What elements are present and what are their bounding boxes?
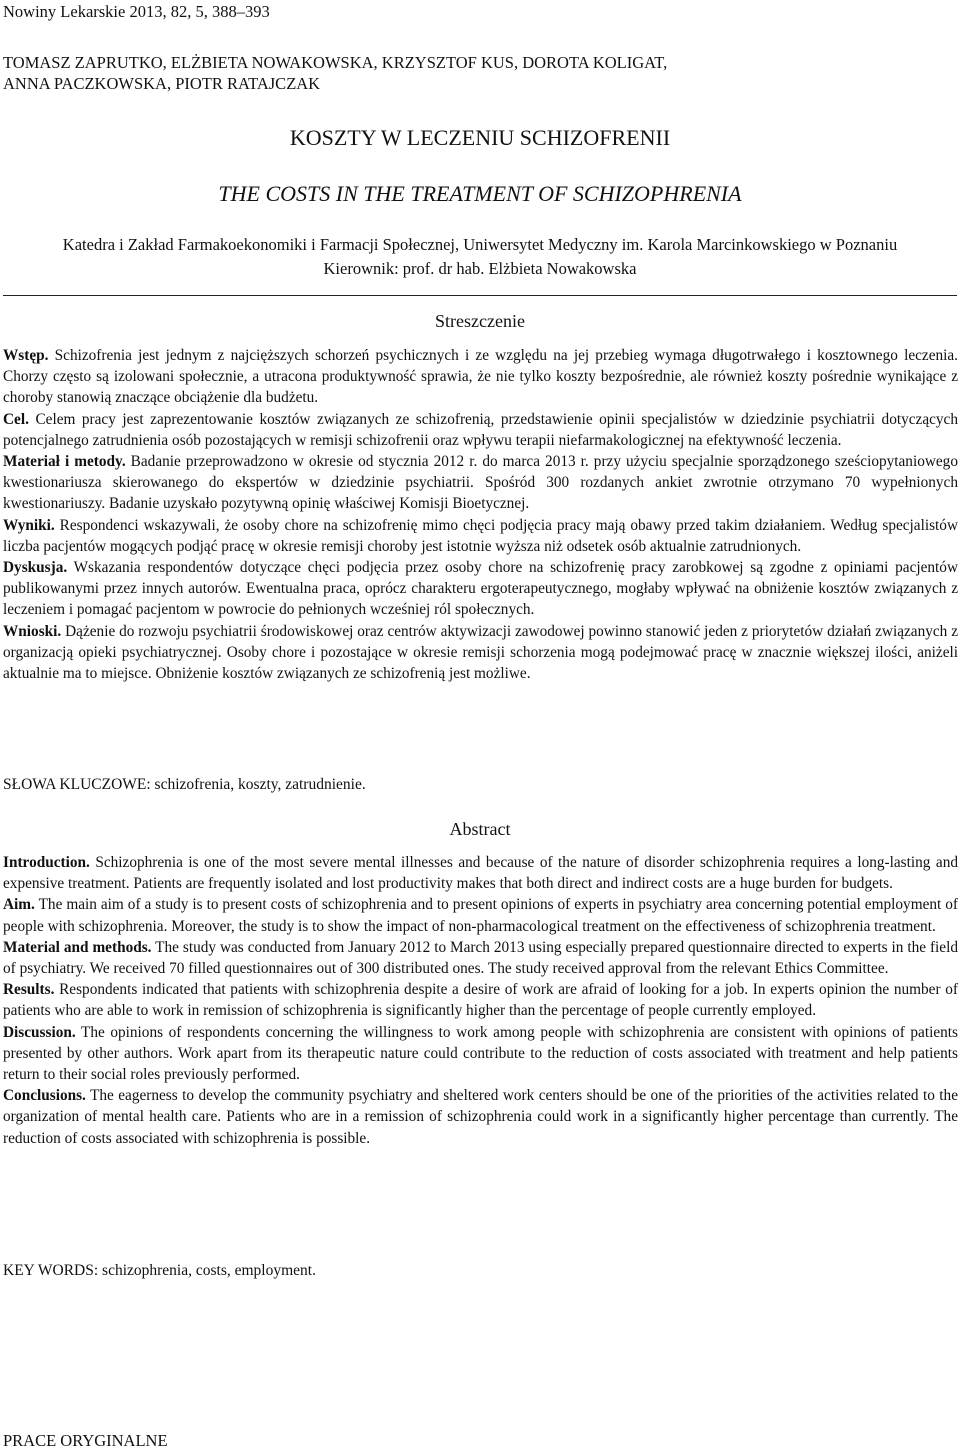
section-text: Badanie przeprowadzono w okresie od stycznia 2012 r. do marca 2013 r. przy użyciu specjalnie sporządzonego sześciopytaniowego kwestionariusza skierowanego do ekspertów w dziedzinie psychiatrii. Spośród 300 rozdanych ankiet zwrotnie otrzymano 70 wypełnionych kwestionariuszy. Badanie uzyskało pozytywną opinię właściwej Komisji Bioetycznej. xyxy=(3,453,958,513)
section-label: Cel. xyxy=(3,410,29,428)
section-text: Celem pracy jest zaprezentowanie kosztów związanych ze schizofrenią, przedstawienie opinii specjalistów w dziedzinie psychiatrii dotyczących potencjalnego zatrudnienia osób pozostających w remisji schizofrenii oraz wpływu terapii niefarmakologicznej na efektywność leczenia. xyxy=(3,410,958,449)
streszczenie-heading: Streszczenie xyxy=(435,311,525,331)
section-label: Dyskusja. xyxy=(3,559,68,577)
section-text: The eagerness to develop the community psychiatry and sheltered work centers should be one of the priorities of the activities related to the organization of mental health care. Patients who are in a remission of schizophrenia could work in a significantly higher percentage than currently. The reduction of costs associated with schizophrenia is possible. xyxy=(3,1087,958,1147)
section-material-and-methods xyxy=(3,937,958,979)
divider xyxy=(3,295,957,296)
section-cel xyxy=(3,409,958,451)
title-polish: KOSZTY W LECZENIU SCHIZOFRENII xyxy=(289,125,671,150)
section-label: Conclusions. xyxy=(3,1087,86,1105)
section-label: Wstęp. xyxy=(3,347,49,364)
section-text: The study was conducted from January 2012 to March 2013 using especially prepared questionnaire directed to experts in the field of psychiatry. We received 70 filled questionnaires out of 300 distributed ones. The study received approval from the relevant Ethics Committee. xyxy=(3,938,958,978)
section-text: Respondenci wskazywali, że osoby chore na schizofrenię mimo chęci podjęcia pracy mają obawy przed takim działaniem. Według specjalistów liczba pacjentów mogących podjąć pracę w okresie remisji choroby jest istotnie wyższa niż odsetek osób aktualnie zatrudnionych. xyxy=(3,516,958,555)
title-english: THE COSTS IN THE TREATMENT OF SCHIZOPHRENIA xyxy=(218,181,742,206)
journal-reference: Nowiny Lekarskie 2013, 82, 5, 388–393 xyxy=(3,2,270,21)
section-label: Materiał i metody. xyxy=(3,453,126,471)
abstract-heading: Abstract xyxy=(449,819,511,839)
section-wyniki xyxy=(3,515,958,557)
section-label: Results. xyxy=(3,981,55,999)
section-label: Discussion. xyxy=(3,1023,76,1041)
author-list xyxy=(3,52,667,94)
affiliation-institution: Katedra i Zakład Farmakoekonomiki i Farmacji Społecznej, Uniwersytet Medyczny im. Karola Marcinkowskiego w Poznaniu xyxy=(62,235,898,254)
section-text: The opinions of respondents concerning the willingness to work among people with schizophrenia are consistent with opinions of patients presented by other authors. Work apart from its therapeutic nature could contribute to the reduction of costs associated with treatment and help patients return to their social roles previously performed. xyxy=(3,1023,958,1084)
section-text: The main aim of a study is to present costs of schizophrenia and to present opinions of experts in psychiatry area concerning potential employment of people with schizophrenia. Moreover, the study is to show the impact of non-pharmacological treatment on the effectiveness of schizophrenia treatment. xyxy=(3,896,958,935)
section-label: Wnioski. xyxy=(3,622,62,640)
keywords-english: KEY WORDS: schizophrenia, costs, employment. xyxy=(3,1262,316,1279)
section-text: Schizophrenia is one of the most severe mental illnesses and because of the nature of disorder schizophrenia requires a long-lasting and expensive treatment. Patients are frequently isolated and lost productivity makes that both direct and indirect costs are a huge burden for budgets. xyxy=(3,854,958,893)
abstract-body xyxy=(3,852,958,1149)
section-wnioski xyxy=(3,621,958,685)
section-label: Aim. xyxy=(3,896,35,914)
section-wstep xyxy=(3,345,958,409)
affiliation-head: Kierownik: prof. dr hab. Elżbieta Nowakowska xyxy=(323,259,637,278)
keywords-polish: SŁOWA KLUCZOWE: schizofrenia, koszty, zatrudnienie. xyxy=(3,776,366,793)
section-material-i-metody xyxy=(3,451,958,515)
section-text: Schizofrenia jest jednym z najcięższych schorzeń psychicznych i ze względu na jej przebieg wymaga długotrwałego i kosztownego leczenia. Chorzy często są izolowani społecznie, a utracona produktywność sprawia, że nie tylko koszty bezpośrednie, ale również koszty pośrednie wynikające z choroby stanowią znaczące obciążenie dla budżetu. xyxy=(3,347,958,407)
section-text: Wskazania respondentów dotyczące chęci podjęcia przez osoby chore na schizofrenię pracy zarobkowej są zgodne z opiniami pacjentów publikowanymi przez innych autorów. Ewentualna praca, oprócz charakteru ergoterapeutycznego, mogłaby wpływać na obniżenie kosztów związanych z leczeniem i pomagać pacjentom w powrocie do pełnionych wcześniej ról społecznych. xyxy=(3,559,958,619)
section-label: Introduction. xyxy=(3,854,90,871)
section-text: Respondents indicated that patients with schizophrenia despite a desire of work are afraid of looking for a job. In experts opinion the number of patients who are able to work in remission of schizophrenia is significantly higher than the percentage of people currently employed. xyxy=(3,981,958,1020)
section-label: Material and methods. xyxy=(3,938,152,956)
section-label: Wyniki. xyxy=(3,516,55,534)
section-conclusions xyxy=(3,1085,958,1149)
section-aim xyxy=(3,894,958,936)
section-discussion xyxy=(3,1022,958,1086)
article-type-footer: PRACE ORYGINALNE xyxy=(3,1431,168,1450)
affiliation xyxy=(0,233,960,281)
author-line: ANNA PACZKOWSKA, PIOTR RATAJCZAK xyxy=(3,74,321,93)
section-dyskusja xyxy=(3,557,958,621)
section-text: Dążenie do rozwoju psychiatrii środowiskowej oraz centrów aktywizacji zawodowej powinno stanowić jeden z priorytetów działań związanych z organizacją opieki psychiatrycznej. Osoby chore i pozostające w okresie remisji schorzenia mogą podejmować pracę w znacznie większej ilości, aniżeli aktualnie ma to miejsce. Obniżenie kosztów związanych ze schizofrenią jest możliwe. xyxy=(3,622,958,683)
author-line: TOMASZ ZAPRUTKO, ELŻBIETA NOWAKOWSKA, KRZYSZTOF KUS, DOROTA KOLIGAT, xyxy=(3,53,668,72)
section-results xyxy=(3,979,958,1021)
streszczenie-body xyxy=(3,345,958,684)
section-introduction xyxy=(3,852,958,894)
